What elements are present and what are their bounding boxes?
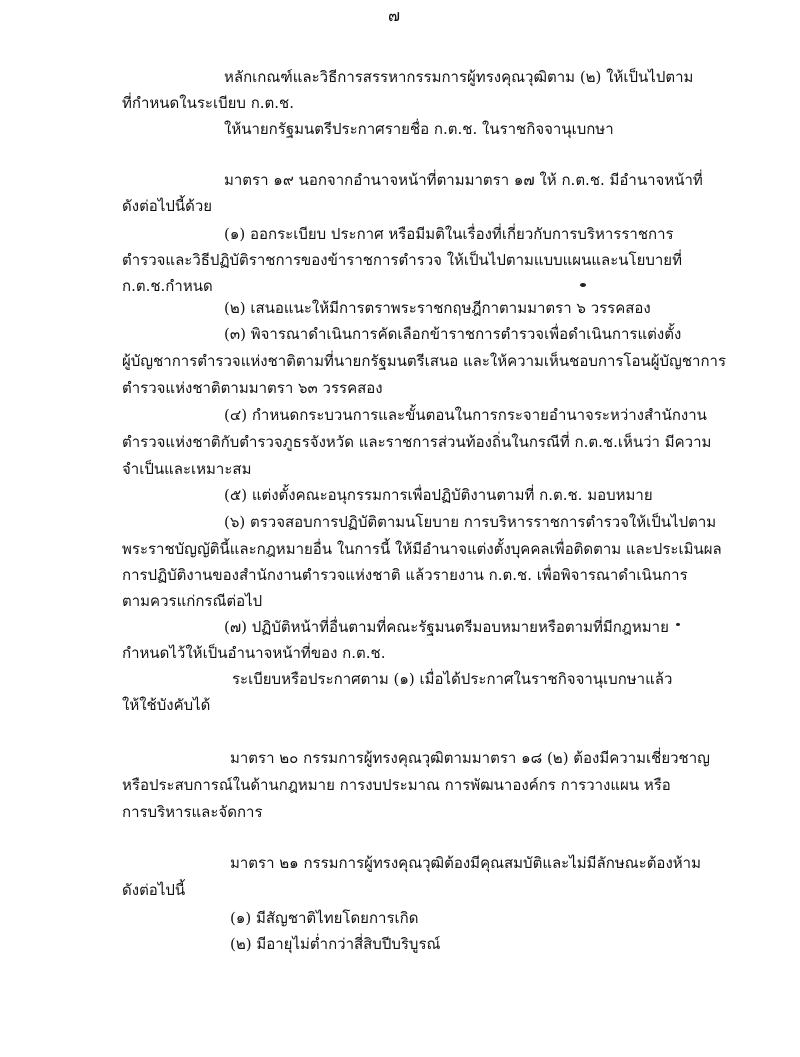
text-line: ระเบียบหรือประกาศตาม (๑) เมื่อได้ประกาศในราชกิจจานุเบกษาแล้ว — [232, 670, 673, 688]
list-item: (๒) มีอายุไม่ต่ำกว่าสี่สิบปีบริบูรณ์ — [230, 935, 441, 953]
section-21-heading: มาตรา ๒๑ กรรมการผู้ทรงคุณวุฒิต้องมีคุณสมบัติและไม่มีลักษณะต้องห้าม — [230, 854, 701, 872]
text-line: ก.ต.ช.กำหนด — [122, 277, 213, 295]
text-line: ให้นายกรัฐมนตรีประกาศรายชื่อ ก.ต.ช. ในราชกิจจานุเบกษา — [224, 120, 614, 138]
list-item: (๔) กำหนดกระบวนการและขั้นตอนในการกระจายอำนาจระหว่างสำนักงาน — [224, 406, 707, 424]
list-item: (๑) ออกระเบียบ ประกาศ หรือมีมติในเรื่องที่เกี่ยวกับการบริหารราชการ — [224, 225, 674, 243]
text-line: ให้ใช้บังคับได้ — [122, 696, 211, 714]
list-item: (๗) ปฏิบัติหน้าที่อื่นตามที่คณะรัฐมนตรีมอบหมายหรือตามที่มีกฎหมาย — [224, 618, 669, 636]
text-line: ที่กำหนดในระเบียบ ก.ต.ช. — [122, 94, 295, 112]
text-line: กำหนดไว้ให้เป็นอำนาจหน้าที่ของ ก.ต.ช. — [122, 644, 386, 662]
text-line: การบริหารและจัดการ — [122, 803, 263, 821]
text-line: ตำรวจและวิธีปฏิบัติราชการของข้าราชการตำรวจ ให้เป็นไปตามแบบแผนและนโยบายที่ — [122, 251, 682, 269]
scan-speck — [580, 283, 586, 287]
text-line: หลักเกณฑ์และวิธีการสรรหากรรมการผู้ทรงคุณวุฒิตาม (๒) ให้เป็นไปตาม — [224, 68, 694, 86]
text-line: จำเป็นและเหมาะสม — [122, 460, 252, 478]
list-item: (๑) มีสัญชาติไทยโดยการเกิด — [230, 909, 419, 927]
text-line: ตำรวจแห่งชาติตามมาตรา ๖๓ วรรคสอง — [122, 379, 383, 397]
text-line: ตามควรแก่กรณีต่อไป — [122, 592, 263, 610]
text-line: การปฏิบัติงานของสำนักงานตำรวจแห่งชาติ แล้วรายงาน ก.ต.ช. เพื่อพิจารณาดำเนินการ — [122, 566, 688, 584]
list-item: (๖) ตรวจสอบการปฏิบัติตามนโยบาย การบริหารราชการตำรวจให้เป็นไปตาม — [224, 513, 717, 531]
text-line: ดังต่อไปนี้ด้วย — [122, 197, 213, 215]
text-line: หรือประสบการณ์ในด้านกฎหมาย การงบประมาณ การพัฒนาองค์กร การวางแผน หรือ — [122, 776, 671, 794]
page-number: ๗ — [388, 6, 401, 25]
text-line: ผู้บัญชาการตำรวจแห่งชาติตามที่นายกรัฐมนตรีเสนอ และให้ความเห็นชอบการโอนผู้บัญชาการ — [122, 352, 726, 370]
text-line: ตำรวจแห่งชาติกับตำรวจภูธรจังหวัด และราชการส่วนท้องถิ่นในกรณีที่ ก.ต.ช.เห็นว่า มีความ — [122, 433, 712, 451]
list-item: (๒) เสนอแนะให้มีการตราพระราชกฤษฎีกาตามมาตรา ๖ วรรคสอง — [224, 299, 651, 317]
scan-speck — [676, 623, 680, 626]
section-20-heading: มาตรา ๒๐ กรรมการผู้ทรงคุณวุฒิตามมาตรา ๑๘ (๒) ต้องมีความเชี่ยวชาญ — [230, 749, 710, 767]
text-line: ดังต่อไปนี้ — [122, 881, 186, 899]
list-item: (๓) พิจารณาดำเนินการคัดเลือกข้าราชการตำรวจเพื่อดำเนินการแต่งตั้ง — [224, 325, 682, 343]
text-line: พระราชบัญญัตินี้และกฎหมายอื่น ในการนี้ ให้มีอำนาจแต่งตั้งบุคคลเพื่อติดตาม และประเมินผล — [122, 540, 722, 558]
section-19-heading: มาตรา ๑๙ นอกจากอำนาจหน้าที่ตามมาตรา ๑๗ ให้ ก.ต.ช. มีอำนาจหน้าที่ — [224, 171, 703, 189]
list-item: (๕) แต่งตั้งคณะอนุกรรมการเพื่อปฏิบัติงานตามที่ ก.ต.ช. มอบหมาย — [224, 486, 653, 504]
